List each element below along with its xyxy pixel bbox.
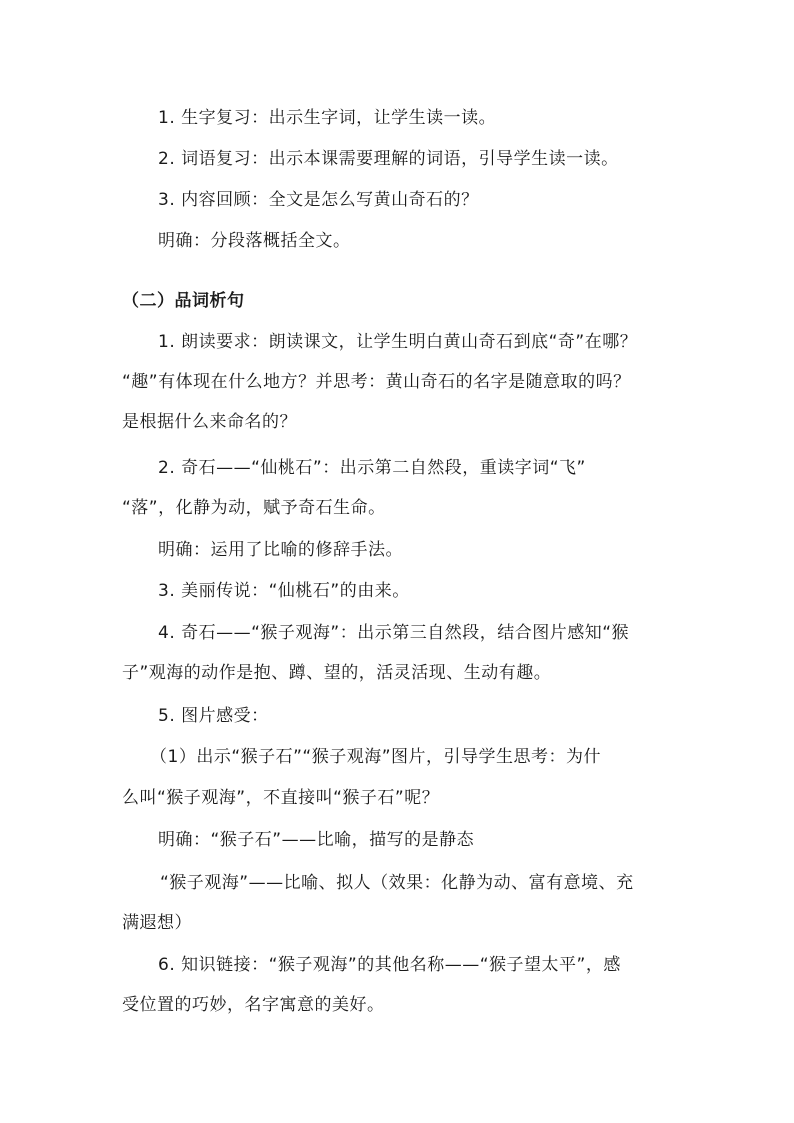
legend-item: 3. 美丽传说：“仙桃石”的由来。 bbox=[158, 581, 410, 601]
monkey-sea-effect-line-2: 满遐想） bbox=[122, 913, 192, 933]
review-item-3: 3. 内容回顾：全文是怎么写黄山奇石的？ bbox=[158, 190, 479, 210]
review-item-1: 1. 生字复习：出示生字词，让学生读一读。 bbox=[158, 108, 497, 128]
picture-question-line-1: （1）出示“猴子石”“猴子观海”图片，引导学生思考：为什 bbox=[150, 747, 602, 767]
section-heading: （二）品词析句 bbox=[122, 291, 245, 311]
peach-stone-line-2: “落”，化静为动，赋予奇石生命。 bbox=[122, 498, 386, 518]
monkey-sea-line-2: 子”观海的动作是抱、蹲、望的，活灵活现、生动有趣。 bbox=[122, 663, 552, 683]
reading-requirement-line-2: “趣”有体现在什么地方？并思考：黄山奇石的名字是随意取的吗？ bbox=[122, 372, 631, 392]
picture-question-line-2: 么叫“猴子观海”，不直接叫“猴子石”呢？ bbox=[122, 788, 440, 808]
peach-stone-line-1: 2. 奇石——“仙桃石”：出示第二自然段，重读字词“飞” bbox=[158, 458, 586, 478]
monkey-stone-clarification: 明确：“猴子石”——比喻，描写的是静态 bbox=[158, 830, 475, 850]
knowledge-link-line-2: 受位置的巧妙，名字寓意的美好。 bbox=[122, 995, 385, 1015]
peach-stone-clarification: 明确：运用了比喻的修辞手法。 bbox=[158, 540, 403, 560]
monkey-sea-effect-line-1: “猴子观海”——比喻、拟人（效果：化静为动、富有意境、充 bbox=[160, 873, 634, 893]
review-clarification: 明确：分段落概括全文。 bbox=[158, 231, 351, 251]
review-item-2: 2. 词语复习：出示本课需要理解的词语，引导学生读一读。 bbox=[158, 149, 619, 169]
picture-feeling-heading: 5. 图片感受： bbox=[158, 706, 269, 726]
knowledge-link-line-1: 6. 知识链接：“猴子观海”的其他名称——“猴子望太平”，感 bbox=[158, 955, 621, 975]
monkey-sea-line-1: 4. 奇石——“猴子观海”：出示第三自然段，结合图片感知“猴 bbox=[158, 623, 630, 643]
reading-requirement-line-1: 1. 朗读要求：朗读课文，让学生明白黄山奇石到底“奇”在哪？ bbox=[158, 332, 638, 352]
reading-requirement-line-3: 是根据什么来命名的？ bbox=[122, 412, 297, 432]
